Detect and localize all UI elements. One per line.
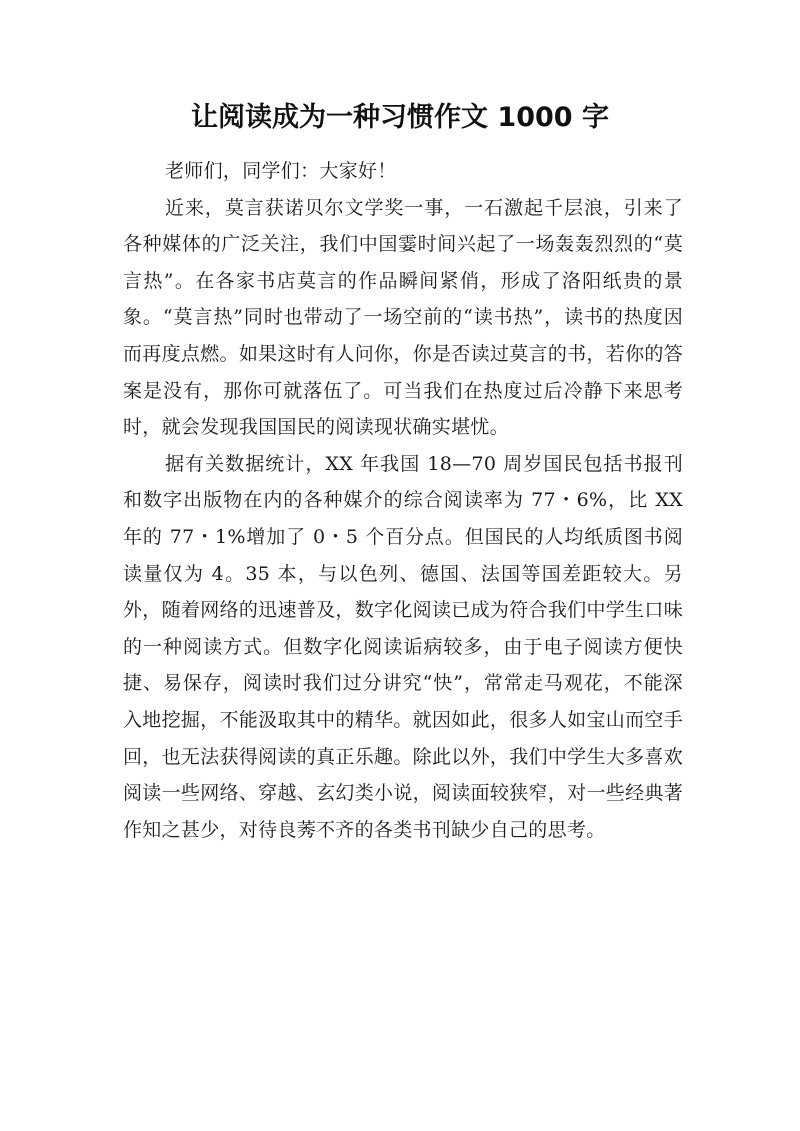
greeting-paragraph: 老师们，同学们：大家好！ [165, 160, 397, 182]
body-paragraph: 近来，莫言获诺贝尔文学奖一事，一石激起千层浪，引来了各种媒体的广泛关注，我们中国霎时间兴起了一场轰轰烈烈的“莫言热”。在各家书店莫言的作品瞬间紧俏，形成了洛阳纸贵的景象。“莫言热”同时也带动了一场空前的“读书热”，读书的热度因而再度点燃。如果这时有人问你，你是否读过莫言的书，若你的答案是没有，那你可就落伍了。可当我们在热度过后冷静下来思考时，就会发现我国国民的阅读现状确实堪忧。 [123, 196, 683, 439]
document-body [123, 153, 683, 848]
document-title: 让阅读成为一种习惯作文 1000 字 [191, 102, 609, 133]
body-paragraph: 据有关数据统计，XX 年我国 18—70 周岁国民包括书报刊和数字出版物在内的各种媒介的综合阅读率为 77・6%，比 XX 年的 77・1%增加了 0・5 个百分点。但国民的人均纸质图书阅读量仅为 4。35 本，与以色列、德国、法国等国差距较大。另外，随着网络的迅速普及，数字化阅读已成为符合我们中学生口味的一种阅读方式。但数字化阅读诟病较多，由于电子阅读方便快捷、易保存，阅读时我们过分讲究“快”，常常走马观花，不能深入地挖掘，不能汲取其中的精华。就因如此，很多人如宝山而空手回，也无法获得阅读的真正乐趣。除此以外，我们中学生大多喜欢阅读一些网络、穿越、玄幻类小说，阅读面较狭窄，对一些经典著作知之甚少，对待良莠不齐的各类书刊缺少自己的思考。 [123, 452, 683, 841]
